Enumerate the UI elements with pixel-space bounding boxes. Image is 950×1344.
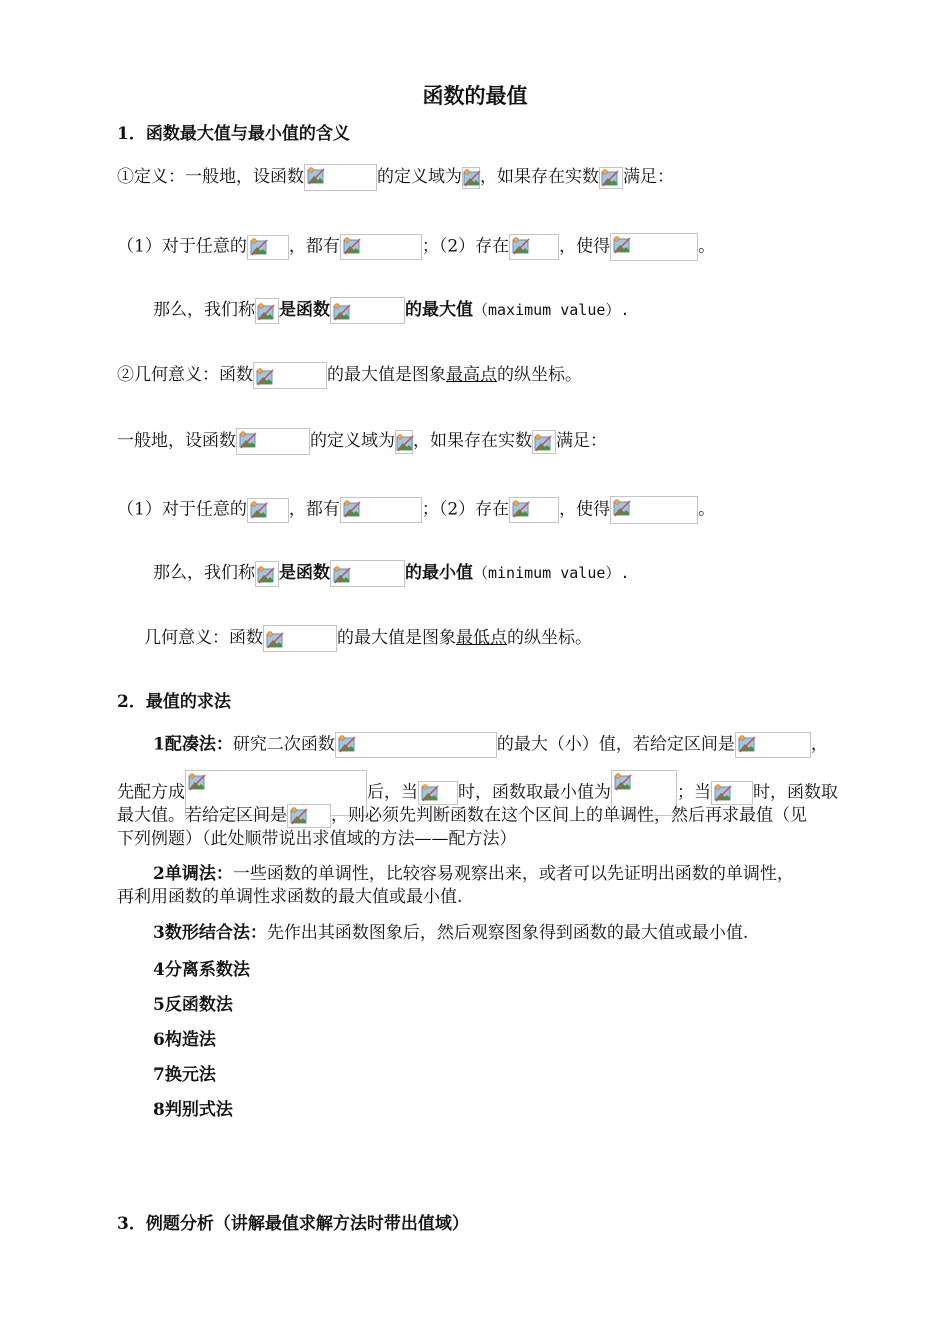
method-5: 5反函数法: [153, 995, 233, 1015]
section-1-heading: 1．函数最大值与最小值的含义: [117, 124, 350, 144]
formula-image-icon: [255, 561, 279, 587]
formula-image-icon: [330, 297, 405, 324]
formula-image-icon: [509, 234, 559, 260]
formula-image-icon: [711, 781, 753, 805]
formula-image-icon: [335, 732, 497, 758]
formula-image-icon: [462, 167, 480, 189]
min-def-line-1: 一般地，设函数 的定义域为 ，如果存在实数 满足：: [117, 428, 607, 455]
method-1-line-2: 先配方成 后，当 时，函数取最小值为 ；当 时，函数取: [117, 770, 838, 816]
min-def-line-2: （1）对于任意的 ，都有 ；（2）存在 ，使得 。: [117, 496, 715, 524]
formula-image-icon: [287, 804, 331, 828]
method-1-line-3: 最大值。若给定区间是 ，则必须先判断函数在这个区间上的单调性，然后再求最值（见: [117, 804, 807, 828]
min-def-line-4: 几何意义：函数 的最大值是图象最低点的纵坐标。: [144, 625, 592, 652]
formula-image-icon: [236, 428, 310, 455]
max-def-line-3: 那么，我们称 是函数 的最大值（maximum value）.: [153, 297, 629, 324]
method-7: 7换元法: [153, 1065, 216, 1085]
formula-image-icon: [610, 233, 698, 261]
formula-image-icon: [255, 298, 279, 324]
max-def-line-4: ②几何意义：函数 的最大值是图象最高点的纵坐标。: [117, 362, 582, 389]
formula-image-icon: [247, 498, 289, 523]
method-8: 8判别式法: [153, 1100, 233, 1120]
formula-image-icon: [735, 732, 811, 758]
method-2-line-1: 2单调法：一些函数的单调性，比较容易观察出来，或者可以先证明出函数的单调性，: [153, 864, 794, 884]
formula-image-icon: [340, 497, 422, 523]
formula-image-icon: [509, 497, 559, 523]
max-def-line-1: ①定义：一般地，设函数 的定义域为 ，如果存在实数 满足：: [117, 164, 674, 191]
method-2-line-2: 再利用函数的单调性求函数的最大值或最小值.: [117, 887, 463, 907]
method-1-line-4: 下列例题）（此处顺带说出求值域的方法——配方法）: [117, 829, 517, 849]
formula-image-icon: [263, 625, 337, 652]
section-2-heading: 2．最值的求法: [117, 692, 231, 712]
method-1-line-1: 1配凑法：研究二次函数 的最大（小）值，若给定区间是 ，: [153, 732, 828, 758]
method-6: 6构造法: [153, 1030, 216, 1050]
formula-image-icon: [610, 496, 698, 524]
formula-image-icon: [395, 430, 413, 454]
page-title: 函数的最值: [422, 83, 528, 108]
formula-image-icon: [340, 234, 422, 260]
formula-image-icon: [418, 781, 458, 805]
method-4: 4分离系数法: [153, 960, 250, 980]
formula-image-icon: [599, 167, 623, 189]
formula-image-icon: [247, 235, 289, 260]
formula-image-icon: [304, 164, 377, 191]
method-3-line: 3数形结合法：先作出其函数图象后，然后观察图象得到函数的最大值或最小值.: [153, 923, 749, 943]
min-def-line-3: 那么，我们称 是函数 的最小值（minimum value）.: [153, 560, 629, 587]
section-3-heading: 3．例题分析（讲解最值求解方法时带出值域）: [117, 1214, 469, 1234]
max-def-line-2: （1）对于任意的 ，都有 ；（2）存在 ，使得 。: [117, 233, 715, 261]
formula-image-icon: [330, 560, 405, 587]
formula-image-icon: [532, 430, 556, 454]
formula-image-icon: [253, 362, 327, 389]
